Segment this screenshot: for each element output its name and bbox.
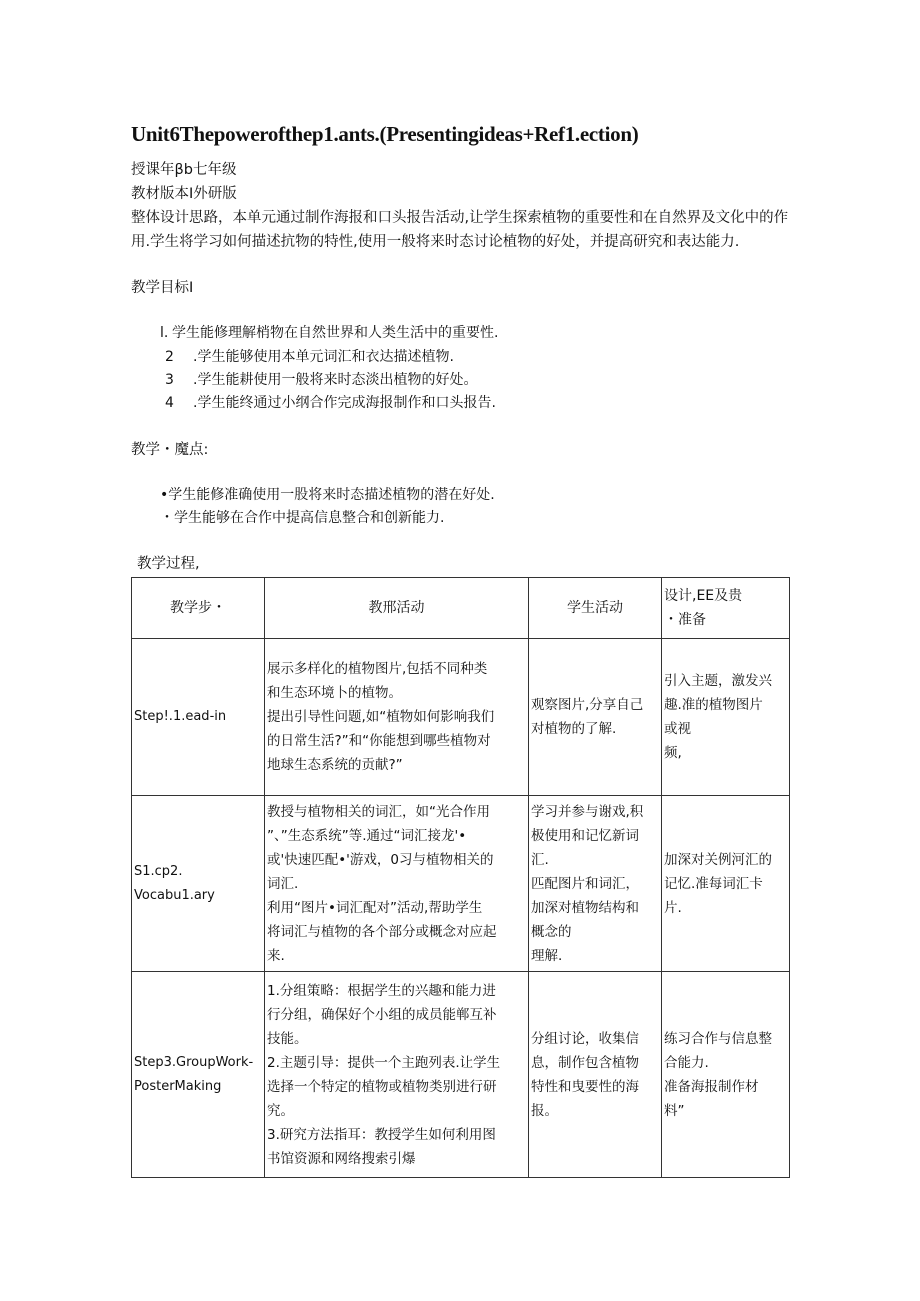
objective-item bbox=[165, 392, 496, 415]
keypoint-item: •学生能修准确使用一股将来时态描述植物的潜在好处. bbox=[160, 487, 495, 503]
objective-number: 4 bbox=[165, 395, 174, 411]
header-step: 教学步・ bbox=[132, 578, 265, 639]
step-cell: Step!.1.ead-in bbox=[132, 639, 265, 796]
edition-line: 教材版本I外研版 bbox=[131, 186, 237, 202]
objective-item bbox=[165, 369, 477, 392]
teacher-activity-cell: 教授与植物相关的词汇，如“光合作用 ”、”生态系统”等.通过“词汇接龙'• 或'快速匹配•'游戏，0习与植物相关的 词汇. 利用“图片•词汇配对”活动,帮助学生 将词汇与植物的各个部分或概念对应起 来. bbox=[265, 796, 529, 972]
objectives-heading: 教学目标I bbox=[131, 280, 194, 296]
step-cell: Step3.GroupWork- PosterMaking bbox=[132, 972, 265, 1178]
prep-cell: 引入主题，激发兴 趣.准的植物图片 或视 频, bbox=[662, 639, 790, 796]
keypoints-heading: 教学・魔点: bbox=[131, 442, 209, 458]
table-row bbox=[132, 972, 790, 1178]
objective-text: 学生能修理解梢物在自然世界和人类生活中的重要性. bbox=[172, 325, 499, 341]
header-student-activity: 学生活动 bbox=[529, 578, 662, 639]
teaching-process-table bbox=[131, 577, 790, 1178]
objective-number: 3 bbox=[165, 372, 174, 388]
process-heading: 教学过程, bbox=[137, 556, 200, 572]
prep-cell: 练习合作与信息整 合能力. 准备海报制作材 料” bbox=[662, 972, 790, 1178]
prep-cell: 加深对关例河汇的 记忆.准每词汇卡 片. bbox=[662, 796, 790, 972]
objective-text: .学生能够使用本单元词汇和衣达描述植物. bbox=[193, 349, 454, 365]
teacher-activity-cell: 1.分组策略：根据学生的兴趣和能力进 行分组，确保好个小组的成员能郸互补 技能。 2.主题引导：提供一个主跑列表.让学生 选择一个特定的植物或植物类别进行研 究。 3.研究方法指耳：教授学生如何利用图 书馆资源和网络搜索引爆 bbox=[265, 972, 529, 1178]
grade-line: 授课年βb七年级 bbox=[131, 162, 237, 178]
objective-item bbox=[165, 346, 454, 369]
student-activity-cell: 学习并参与谢戏,积 极使用和记忆新词 汇. 匹配图片和词汇， 加深对植物结构和 概念的 理解. bbox=[529, 796, 662, 972]
table-row bbox=[132, 796, 790, 972]
step-cell: S1.cp2. Vocabu1.ary bbox=[132, 796, 265, 972]
objective-number: 2 bbox=[165, 349, 174, 365]
document-title: Unit6Thepowerofthep1.ants.(Presentingideas+Ref1.ection) bbox=[131, 122, 639, 146]
keypoint-item: ・学生能够在合作中提高信息整合和创新能力. bbox=[160, 510, 445, 526]
header-design-prep: 设计,EE及贵 ・准备 bbox=[662, 578, 790, 639]
design-paragraph: 整体设计思路，本单元通过制作海报和口头报告活动,让学生探索植物的重要性和在自然界及文化中的作用.学生将学习如何描述抗物的特性,使用一般将来时态讨论植物的好处，并提高研究和表达能力. bbox=[131, 210, 789, 250]
student-activity-cell: 观察图片,分享自己 对植物的了解. bbox=[529, 639, 662, 796]
header-teacher-activity: 教邢活动 bbox=[265, 578, 529, 639]
objective-text: .学生能终通过小纲合作完成海报制作和口头报告. bbox=[193, 395, 496, 411]
table-row bbox=[132, 639, 790, 796]
student-activity-cell: 分组讨论，收集信 息，制作包含植物 特性和曳要性的海 报。 bbox=[529, 972, 662, 1178]
objective-number: l. bbox=[160, 325, 169, 341]
objective-item bbox=[160, 322, 498, 345]
teacher-activity-cell: 展示多样化的植物图片,包括不同种类 和生态环境卜的植物。 提出引导性问题,如“植物如何影响我们 的日常生活?”和“你能想到哪些植物对 地球生态系统的贡献?” bbox=[265, 639, 529, 796]
objective-text: .学生能耕使用一般将来时态淡出植物的好处。 bbox=[193, 372, 478, 388]
table-header-row bbox=[132, 578, 790, 639]
